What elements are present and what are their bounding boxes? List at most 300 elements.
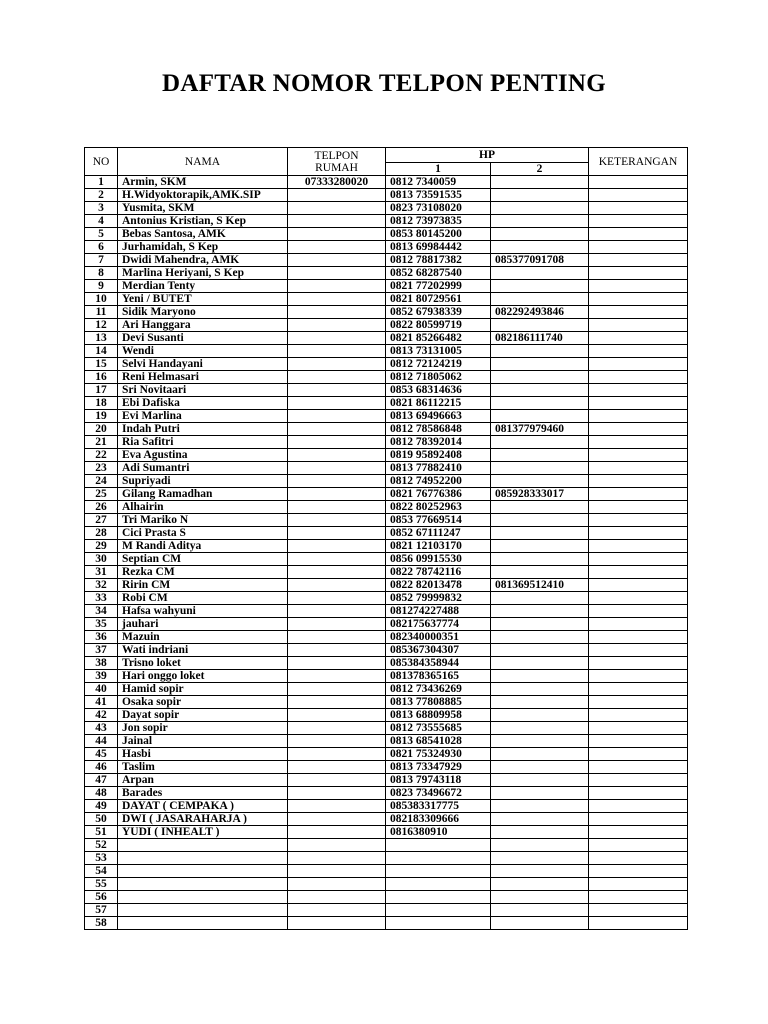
row-name: Ririn CM xyxy=(118,579,288,592)
table-row xyxy=(85,735,688,748)
row-hp-1 xyxy=(386,865,491,878)
row-hp-2 xyxy=(491,722,589,735)
row-telpon-rumah xyxy=(288,553,386,566)
row-telpon-rumah xyxy=(288,865,386,878)
row-number: 21 xyxy=(85,436,118,449)
row-name: Sidik Maryono xyxy=(118,306,288,319)
row-hp-1: 0852 68287540 xyxy=(386,267,491,280)
row-number: 17 xyxy=(85,384,118,397)
page-title: DAFTAR NOMOR TELPON PENTING xyxy=(161,70,606,97)
row-name: Merdian Tenty xyxy=(118,280,288,293)
row-keterangan xyxy=(589,202,688,215)
row-hp-2 xyxy=(491,345,589,358)
table-row xyxy=(85,670,688,683)
row-hp-2 xyxy=(491,826,589,839)
row-name: Gilang Ramadhan xyxy=(118,488,288,501)
row-name: Rezka CM xyxy=(118,566,288,579)
table-row xyxy=(85,891,688,904)
row-name: Hasbi xyxy=(118,748,288,761)
row-keterangan xyxy=(589,358,688,371)
row-telpon-rumah xyxy=(288,514,386,527)
row-hp-1: 0812 78586848 xyxy=(386,423,491,436)
table-row xyxy=(85,501,688,514)
row-telpon-rumah xyxy=(288,449,386,462)
row-hp-2 xyxy=(491,462,589,475)
row-telpon-rumah xyxy=(288,241,386,254)
row-hp-2 xyxy=(491,371,589,384)
row-name: Ebi Dafiska xyxy=(118,397,288,410)
row-keterangan xyxy=(589,891,688,904)
row-number: 42 xyxy=(85,709,118,722)
row-hp-2: 085928333017 xyxy=(491,488,589,501)
row-number: 34 xyxy=(85,605,118,618)
row-hp-2 xyxy=(491,917,589,930)
row-hp-2 xyxy=(491,631,589,644)
row-name: Taslim xyxy=(118,761,288,774)
row-hp-1: 0823 73496672 xyxy=(386,787,491,800)
row-hp-2 xyxy=(491,735,589,748)
row-hp-1: 0816380910 xyxy=(386,826,491,839)
row-keterangan xyxy=(589,384,688,397)
row-hp-1: 0821 85266482 xyxy=(386,332,491,345)
table-row xyxy=(85,722,688,735)
row-hp-2 xyxy=(491,397,589,410)
row-number: 51 xyxy=(85,826,118,839)
row-name: Selvi Handayani xyxy=(118,358,288,371)
row-keterangan xyxy=(589,657,688,670)
row-hp-2 xyxy=(491,176,589,189)
row-number: 38 xyxy=(85,657,118,670)
row-keterangan xyxy=(589,228,688,241)
row-name: Barades xyxy=(118,787,288,800)
row-hp-2: 082292493846 xyxy=(491,306,589,319)
row-number: 47 xyxy=(85,774,118,787)
row-number: 58 xyxy=(85,917,118,930)
row-hp-1 xyxy=(386,839,491,852)
table-row xyxy=(85,852,688,865)
row-name: Bebas Santosa, AMK xyxy=(118,228,288,241)
row-keterangan xyxy=(589,449,688,462)
row-hp-1: 0813 68541028 xyxy=(386,735,491,748)
row-hp-2 xyxy=(491,436,589,449)
row-hp-1 xyxy=(386,878,491,891)
table-row xyxy=(85,319,688,332)
row-keterangan xyxy=(589,735,688,748)
row-hp-1: 085367304307 xyxy=(386,644,491,657)
row-hp-2: 081369512410 xyxy=(491,579,589,592)
row-name: Dwidi Mahendra, AMK xyxy=(118,254,288,267)
table-row xyxy=(85,644,688,657)
row-hp-1: 0813 69984442 xyxy=(386,241,491,254)
table-row xyxy=(85,683,688,696)
row-number: 18 xyxy=(85,397,118,410)
row-keterangan xyxy=(589,371,688,384)
row-telpon-rumah xyxy=(288,683,386,696)
row-name: Ari Hanggara xyxy=(118,319,288,332)
row-telpon-rumah xyxy=(288,371,386,384)
row-number: 28 xyxy=(85,527,118,540)
row-name xyxy=(118,839,288,852)
row-hp-1: 0812 7340059 xyxy=(386,176,491,189)
row-telpon-rumah xyxy=(288,384,386,397)
table-row xyxy=(85,761,688,774)
table-row xyxy=(85,696,688,709)
row-name: Jurhamidah, S Kep xyxy=(118,241,288,254)
table-row xyxy=(85,553,688,566)
header-keterangan: KETERANGAN xyxy=(589,148,688,176)
table-row xyxy=(85,384,688,397)
row-hp-2 xyxy=(491,839,589,852)
row-keterangan xyxy=(589,423,688,436)
row-keterangan xyxy=(589,878,688,891)
header-telpon-rumah xyxy=(288,148,386,176)
row-name: Evi Marlina xyxy=(118,410,288,423)
row-hp-2 xyxy=(491,813,589,826)
table-row xyxy=(85,371,688,384)
row-hp-1: 0813 77882410 xyxy=(386,462,491,475)
row-keterangan xyxy=(589,176,688,189)
row-telpon-rumah xyxy=(288,657,386,670)
row-telpon-rumah xyxy=(288,891,386,904)
row-keterangan xyxy=(589,683,688,696)
row-hp-1: 081378365165 xyxy=(386,670,491,683)
row-hp-1: 0853 77669514 xyxy=(386,514,491,527)
row-number: 15 xyxy=(85,358,118,371)
row-keterangan xyxy=(589,189,688,202)
row-keterangan xyxy=(589,800,688,813)
row-hp-2 xyxy=(491,540,589,553)
row-telpon-rumah xyxy=(288,878,386,891)
table-header xyxy=(85,148,688,176)
row-telpon-rumah xyxy=(288,917,386,930)
row-keterangan xyxy=(589,540,688,553)
row-name: M Randi Aditya xyxy=(118,540,288,553)
row-telpon-rumah xyxy=(288,852,386,865)
row-hp-1: 0821 80729561 xyxy=(386,293,491,306)
header-telpon-line2: RUMAH xyxy=(315,161,358,174)
row-hp-2 xyxy=(491,774,589,787)
row-keterangan xyxy=(589,644,688,657)
table-row xyxy=(85,540,688,553)
row-number: 27 xyxy=(85,514,118,527)
row-hp-2 xyxy=(491,891,589,904)
row-hp-2 xyxy=(491,852,589,865)
row-telpon-rumah xyxy=(288,475,386,488)
phone-table xyxy=(84,147,688,930)
row-hp-2 xyxy=(491,761,589,774)
row-keterangan xyxy=(589,670,688,683)
row-name: Wendi xyxy=(118,345,288,358)
row-number: 29 xyxy=(85,540,118,553)
header-hp-2: 2 xyxy=(491,163,589,176)
row-hp-1: 0812 72124219 xyxy=(386,358,491,371)
row-hp-2 xyxy=(491,709,589,722)
row-number: 26 xyxy=(85,501,118,514)
row-keterangan xyxy=(589,605,688,618)
table-row xyxy=(85,254,688,267)
row-keterangan xyxy=(589,696,688,709)
row-hp-2 xyxy=(491,514,589,527)
table-row xyxy=(85,332,688,345)
table-row xyxy=(85,475,688,488)
row-keterangan xyxy=(589,501,688,514)
row-number: 23 xyxy=(85,462,118,475)
row-hp-1 xyxy=(386,852,491,865)
row-telpon-rumah xyxy=(288,358,386,371)
row-telpon-rumah xyxy=(288,332,386,345)
row-hp-2 xyxy=(491,800,589,813)
row-name: Ria Safitri xyxy=(118,436,288,449)
row-number: 37 xyxy=(85,644,118,657)
table-row xyxy=(85,176,688,189)
row-number: 32 xyxy=(85,579,118,592)
row-hp-2 xyxy=(491,605,589,618)
row-keterangan xyxy=(589,436,688,449)
row-name xyxy=(118,917,288,930)
row-number: 13 xyxy=(85,332,118,345)
row-hp-2 xyxy=(491,280,589,293)
row-hp-1: 0813 73347929 xyxy=(386,761,491,774)
row-number: 9 xyxy=(85,280,118,293)
row-hp-1: 0813 73131005 xyxy=(386,345,491,358)
row-telpon-rumah xyxy=(288,215,386,228)
table-row xyxy=(85,215,688,228)
row-hp-1: 0853 68314636 xyxy=(386,384,491,397)
row-name: Yeni / BUTET xyxy=(118,293,288,306)
row-telpon-rumah xyxy=(288,410,386,423)
table-row xyxy=(85,878,688,891)
row-hp-1: 0852 67938339 xyxy=(386,306,491,319)
row-name: Eva Agustina xyxy=(118,449,288,462)
row-number: 31 xyxy=(85,566,118,579)
row-keterangan xyxy=(589,306,688,319)
row-hp-1: 0822 78742116 xyxy=(386,566,491,579)
row-telpon-rumah xyxy=(288,709,386,722)
row-name: Robi CM xyxy=(118,592,288,605)
header-nama: NAMA xyxy=(118,148,288,176)
table-row xyxy=(85,449,688,462)
row-keterangan xyxy=(589,280,688,293)
row-telpon-rumah xyxy=(288,488,386,501)
row-telpon-rumah xyxy=(288,735,386,748)
row-number: 46 xyxy=(85,761,118,774)
header-telpon-line1: TELPON xyxy=(314,149,359,162)
row-hp-2 xyxy=(491,228,589,241)
row-telpon-rumah xyxy=(288,566,386,579)
row-telpon-rumah xyxy=(288,345,386,358)
row-telpon-rumah xyxy=(288,254,386,267)
row-hp-1: 082175637774 xyxy=(386,618,491,631)
row-number: 55 xyxy=(85,878,118,891)
table-row xyxy=(85,514,688,527)
row-keterangan xyxy=(589,917,688,930)
row-number: 49 xyxy=(85,800,118,813)
row-keterangan xyxy=(589,631,688,644)
row-name: Osaka sopir xyxy=(118,696,288,709)
row-name: Marlina Heriyani, S Kep xyxy=(118,267,288,280)
row-number: 45 xyxy=(85,748,118,761)
row-number: 44 xyxy=(85,735,118,748)
row-hp-1: 082183309666 xyxy=(386,813,491,826)
row-hp-2 xyxy=(491,410,589,423)
row-number: 43 xyxy=(85,722,118,735)
row-keterangan xyxy=(589,514,688,527)
row-keterangan xyxy=(589,722,688,735)
row-hp-1: 0853 80145200 xyxy=(386,228,491,241)
row-name: Hafsa wahyuni xyxy=(118,605,288,618)
row-number: 1 xyxy=(85,176,118,189)
row-name: Jon sopir xyxy=(118,722,288,735)
table-row xyxy=(85,618,688,631)
table-row xyxy=(85,436,688,449)
row-telpon-rumah xyxy=(288,670,386,683)
row-name: Jainal xyxy=(118,735,288,748)
row-telpon-rumah xyxy=(288,423,386,436)
row-hp-1: 082340000351 xyxy=(386,631,491,644)
row-keterangan xyxy=(589,319,688,332)
row-keterangan xyxy=(589,397,688,410)
row-keterangan xyxy=(589,579,688,592)
row-hp-2 xyxy=(491,189,589,202)
row-hp-2 xyxy=(491,202,589,215)
row-name xyxy=(118,865,288,878)
row-telpon-rumah xyxy=(288,722,386,735)
row-name: Alhairin xyxy=(118,501,288,514)
row-name xyxy=(118,878,288,891)
row-keterangan xyxy=(589,813,688,826)
row-hp-1: 0813 68809958 xyxy=(386,709,491,722)
row-name: Trisno loket xyxy=(118,657,288,670)
row-number: 33 xyxy=(85,592,118,605)
header-hp: HP xyxy=(386,148,589,163)
row-number: 53 xyxy=(85,852,118,865)
row-number: 56 xyxy=(85,891,118,904)
row-name xyxy=(118,852,288,865)
row-hp-1: 0821 12103170 xyxy=(386,540,491,553)
table-row xyxy=(85,566,688,579)
row-telpon-rumah xyxy=(288,267,386,280)
row-name: Sri Novitaari xyxy=(118,384,288,397)
header-hp-1: 1 xyxy=(386,163,491,176)
row-hp-2 xyxy=(491,904,589,917)
row-hp-1: 0821 76776386 xyxy=(386,488,491,501)
row-name: Dayat sopir xyxy=(118,709,288,722)
row-name: Hari onggo loket xyxy=(118,670,288,683)
row-number: 3 xyxy=(85,202,118,215)
row-hp-1: 0821 75324930 xyxy=(386,748,491,761)
row-hp-2 xyxy=(491,384,589,397)
row-name: Hamid sopir xyxy=(118,683,288,696)
row-hp-2 xyxy=(491,644,589,657)
row-telpon-rumah xyxy=(288,306,386,319)
row-number: 50 xyxy=(85,813,118,826)
row-number: 48 xyxy=(85,787,118,800)
row-keterangan xyxy=(589,293,688,306)
row-hp-2 xyxy=(491,358,589,371)
row-hp-2 xyxy=(491,670,589,683)
table-row xyxy=(85,397,688,410)
row-keterangan xyxy=(589,618,688,631)
row-number: 14 xyxy=(85,345,118,358)
row-keterangan xyxy=(589,254,688,267)
table-row xyxy=(85,917,688,930)
row-hp-1: 0819 95892408 xyxy=(386,449,491,462)
table-row xyxy=(85,774,688,787)
table-row xyxy=(85,787,688,800)
table-row xyxy=(85,813,688,826)
row-number: 35 xyxy=(85,618,118,631)
row-keterangan xyxy=(589,904,688,917)
row-hp-2 xyxy=(491,696,589,709)
row-telpon-rumah xyxy=(288,592,386,605)
row-keterangan xyxy=(589,241,688,254)
row-number: 22 xyxy=(85,449,118,462)
row-telpon-rumah xyxy=(288,644,386,657)
row-keterangan xyxy=(589,748,688,761)
row-telpon-rumah xyxy=(288,540,386,553)
row-telpon-rumah xyxy=(288,774,386,787)
row-name: Adi Sumantri xyxy=(118,462,288,475)
row-number: 16 xyxy=(85,371,118,384)
row-telpon-rumah xyxy=(288,189,386,202)
row-keterangan xyxy=(589,267,688,280)
row-number: 11 xyxy=(85,306,118,319)
row-hp-2: 085377091708 xyxy=(491,254,589,267)
row-number: 4 xyxy=(85,215,118,228)
row-keterangan xyxy=(589,592,688,605)
row-keterangan xyxy=(589,839,688,852)
table-body xyxy=(85,176,688,930)
row-hp-1 xyxy=(386,904,491,917)
row-telpon-rumah xyxy=(288,839,386,852)
row-number: 8 xyxy=(85,267,118,280)
row-hp-1: 0852 67111247 xyxy=(386,527,491,540)
row-name: Yusmita, SKM xyxy=(118,202,288,215)
row-number: 2 xyxy=(85,189,118,202)
row-hp-1: 0822 80599719 xyxy=(386,319,491,332)
row-hp-1: 0813 69496663 xyxy=(386,410,491,423)
row-number: 41 xyxy=(85,696,118,709)
table-row xyxy=(85,527,688,540)
row-name: Cici Prasta S xyxy=(118,527,288,540)
row-telpon-rumah xyxy=(288,761,386,774)
row-number: 10 xyxy=(85,293,118,306)
table-row xyxy=(85,631,688,644)
row-telpon-rumah xyxy=(288,579,386,592)
row-name: YUDI ( INHEALT ) xyxy=(118,826,288,839)
row-keterangan xyxy=(589,566,688,579)
row-hp-2 xyxy=(491,527,589,540)
row-keterangan xyxy=(589,488,688,501)
row-number: 57 xyxy=(85,904,118,917)
row-keterangan xyxy=(589,865,688,878)
row-hp-1: 0852 79999832 xyxy=(386,592,491,605)
row-hp-1: 0812 73436269 xyxy=(386,683,491,696)
row-hp-1: 0812 73555685 xyxy=(386,722,491,735)
row-hp-2 xyxy=(491,267,589,280)
row-number: 25 xyxy=(85,488,118,501)
table-row xyxy=(85,462,688,475)
row-telpon-rumah xyxy=(288,904,386,917)
row-name: DWI ( JASARAHARJA ) xyxy=(118,813,288,826)
row-hp-1: 085384358944 xyxy=(386,657,491,670)
table-row xyxy=(85,189,688,202)
table-row xyxy=(85,267,688,280)
row-hp-1: 0812 78817382 xyxy=(386,254,491,267)
table-row xyxy=(85,241,688,254)
row-hp-2 xyxy=(491,657,589,670)
row-telpon-rumah xyxy=(288,319,386,332)
